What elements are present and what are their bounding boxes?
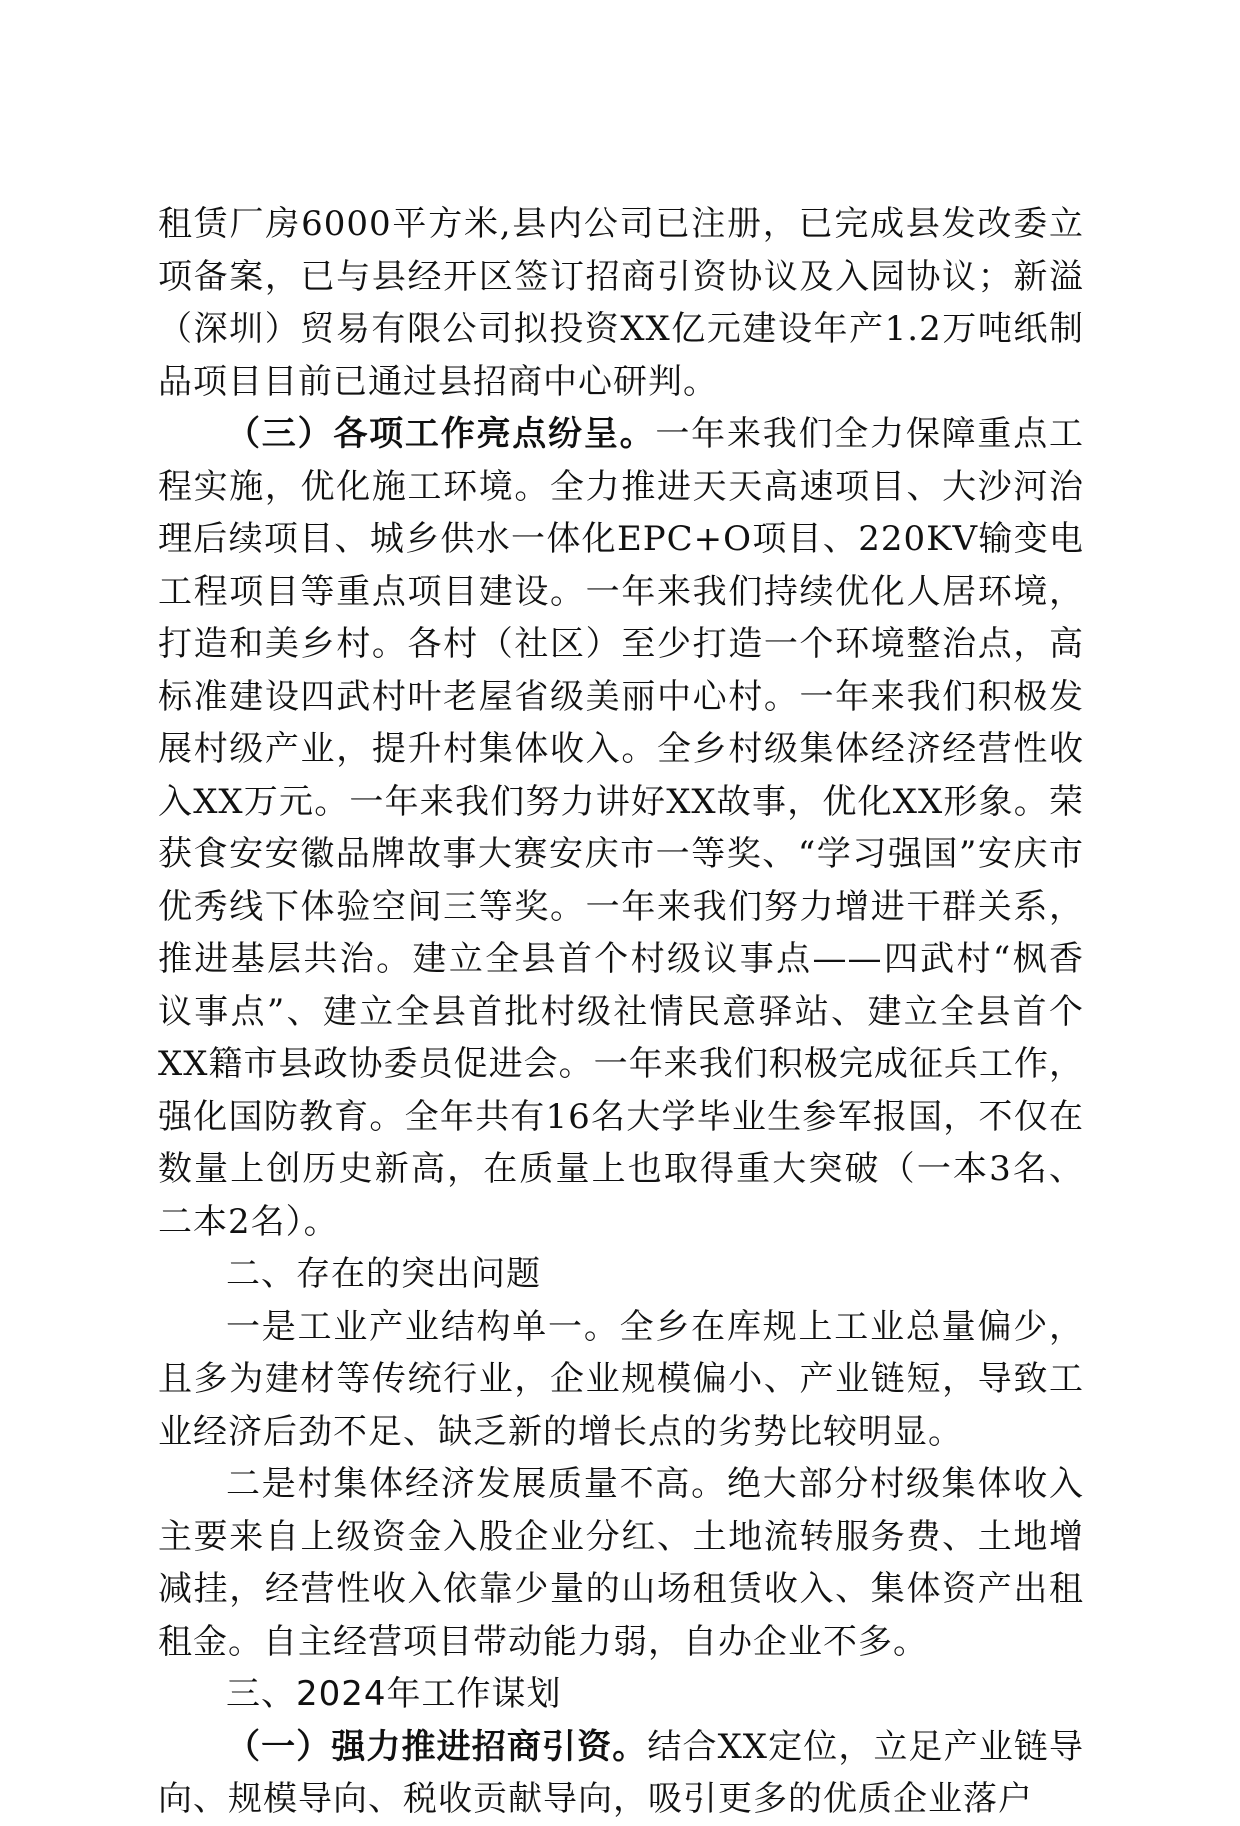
paragraph-text: 结合XX定位，立足产业链导向、规模导向、税收贡献导向，吸引更多的优质企业落户 [158, 1726, 1085, 1819]
paragraph-investment [158, 1721, 1084, 1826]
paragraph-text: 租赁厂房6000平方米,县内公司已注册，已完成县发改委立项备案，已与县经开区签订招商引资协议及入园协议；新溢（深圳）贸易有限公司拟投资XX亿元建设年产1.2万吨纸制品项目目前已通过县招商中心研判。 [158, 204, 1084, 402]
paragraph-problem-collective [158, 1458, 1084, 1668]
section-heading-plan: 三、2024年工作谋划 [226, 1674, 562, 1714]
paragraph-lead: （三）各项工作亮点纷呈。 [226, 414, 656, 454]
paragraph-problem-industry [158, 1301, 1084, 1459]
document-body [158, 198, 1084, 1826]
paragraph-text: 二是村集体经济发展质量不高。绝大部分村级集体收入主要来自上级资金入股企业分红、土地流转服务费、土地增减挂，经营性收入依靠少量的山场租赁收入、集体资产出租租金。自主经营项目带动能力弱，自办企业不多。 [158, 1464, 1084, 1662]
paragraph-highlights [158, 408, 1084, 1248]
section-heading-problems: 二、存在的突出问题 [226, 1254, 541, 1294]
paragraph-text: 一年来我们全力保障重点工程实施，优化施工环境。全力推进天天高速项目、大沙河治理后续项目、城乡供水一体化EPC+O项目、220KV输变电工程项目等重点项目建设。一年来我们持续优化人居环境，打造和美乡村。各村（社区）至少打造一个环境整治点，高标准建设四武村叶老屋省级美丽中心村。一年来我们积极发展村级产业，提升村集体收入。全乡村级集体经济经营性收入XX万元。一年来我们努力讲好XX故事，优化XX形象。荣获食安安徽品牌故事大赛安庆市一等奖、“学习强国”安庆市优秀线下体验空间三等奖。一年来我们努力增进干群关系，推进基层共治。建立全县首个村级议事点——四武村“枫香议事点”、建立全县首批村级社情民意驿站、建立全县首个XX籍市县政协委员促进会。一年来我们积极完成征兵工作，强化国防教育。全年共有16名大学毕业生参军报国，不仅在数量上创历史新高，在质量上也取得重大突破（一本3名、二本2名）。 [158, 414, 1084, 1242]
paragraph-lead: （一）强力推进招商引资。 [226, 1726, 648, 1767]
paragraph-factory-lease [158, 198, 1084, 408]
paragraph-text: 一是工业产业结构单一。全乡在库规上工业总量偏少，且多为建材等传统行业，企业规模偏小、产业链短，导致工业经济后劲不足、缺乏新的增长点的劣势比较明显。 [158, 1306, 1084, 1452]
